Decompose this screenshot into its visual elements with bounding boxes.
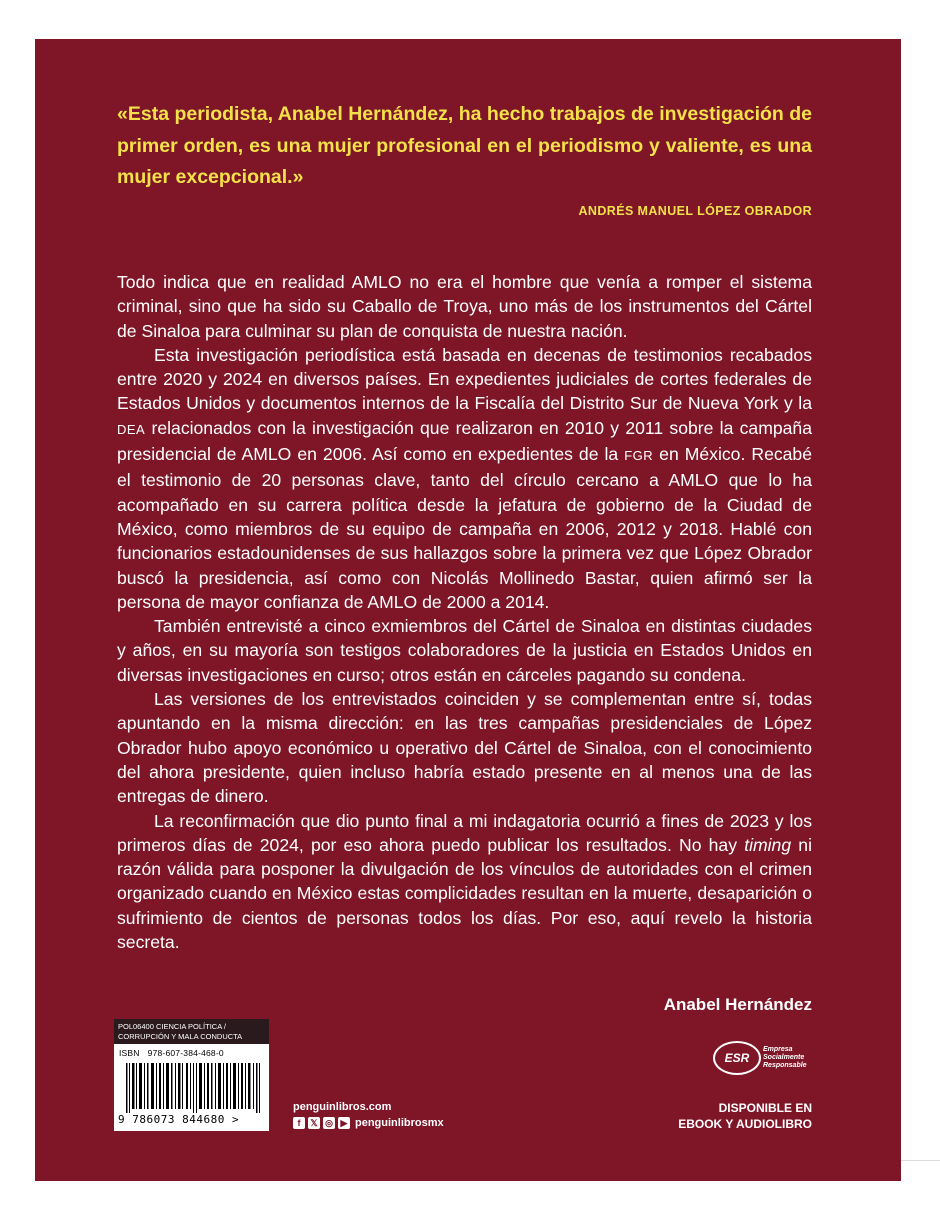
x-icon[interactable]: 𝕏 [308,1117,320,1129]
isbn-value: 978-607-384-468-0 [147,1048,224,1058]
social-handle[interactable]: penguinlibrosmx [355,1117,444,1129]
category-line: POL06400 CIENCIA POLÍTICA / [118,1022,226,1031]
text-run: relacionados con la investigación que realizaron en 2010 y 2011 sobre la campaña presidencial de AMLO en 2006. Así como en expedientes de la [117,417,812,465]
synopsis-paragraph-1: Todo indica que en realidad AMLO no era el hombre que venía a romper el sistema criminal, sino que ha sido su Caballo de Troya, uno más de los instrumentos del Cártel de Sinaloa para culminar su plan de conquista de nuestra nación. [117,272,812,341]
synopsis-paragraph-2 [117,343,812,614]
back-cover [35,39,901,1181]
subject-category [114,1019,269,1044]
esr-line: Socialmente [763,1054,805,1061]
synopsis-paragraph-4: Las versiones de los entrevistados coinciden y se complementan entre sí, todas apuntando en la misma dirección: en las tres campañas presidenciales de López Obrador hubo apoyo económico u operativo del Cártel de Sinaloa, con el conocimiento del ahora presidente, quien incluso habría estado presente en al menos una de las entregas de dinero. [117,689,812,807]
social-links [293,1117,444,1129]
category-line: CORRUPCIÓN Y MALA CONDUCTA [118,1032,243,1041]
author-signature: Anabel Hernández [663,995,812,1014]
text-run: La reconfirmación que dio punto final a mi indagatoria ocurrió a fines de 2023 y los primeros días de 2024, por eso ahora puedo publicar los resultados. No hay [117,810,812,855]
acronym-dea: DEA [117,421,146,437]
barcode-number: 9 786073 844680 > [118,1113,240,1126]
barcode-graphic [126,1063,264,1113]
text-run: Esta investigación periodística está basada en decenas de testimonios recabados entre 2020 y 2024 en diversos países. En expedientes judiciales de cortes federales de Estados Unidos y documentos internos de la Fiscalía del Distrito Sur de Nueva York y la [117,344,812,414]
esr-line: Empresa [763,1046,793,1053]
esr-caption [763,1046,807,1070]
text-run: en México. Recabé el testimonio de 20 personas clave, tanto del círculo cercano a AMLO que lo ha acompañado en su carrera política desde la jefatura de gobierno de la Ciudad de México, como miembros de su equipo de campaña en 2006, 2012 y 2018. Hablé con funcionarios estadounidenses de sus hallazgos sobre la primera vez que López Obrador buscó la presidencia, así como con Nicolás Mollinedo Bastar, quien afirmó ser la persona de mayor confianza de AMLO de 2000 a 2014. [117,444,812,612]
youtube-icon[interactable]: ▶ [338,1117,350,1129]
barcode-panel [114,1019,269,1131]
text-run: ni razón válida para posponer la divulgación de los vínculos de autoridades con el crimen organizado cuando en México estas complicidades resultan en la muerte, desaparición o sufrimiento de cientos de personas todos los días. Por eso, aquí revelo la historia secreta. [117,834,812,953]
synopsis-paragraph-5 [117,809,812,955]
acronym-fgr: FGR [624,448,654,464]
blurb-quote: «Esta periodista, Anabel Hernández, ha hecho trabajos de investigación de primer orden, es una mujer profesional en el periodismo y valiente, es una mujer excepcional.» [117,103,812,188]
synopsis-paragraph-3: También entrevisté a cinco exmiembros del Cártel de Sinaloa en distintas ciudades y años, en su mayoría son testigos colaboradores de la justicia en Estados Unidos en diversas investigaciones en curso; otros están en cárceles pagando su condena. [117,616,812,685]
esr-line: Responsable [763,1062,807,1069]
esr-badge: ESR [713,1041,761,1075]
available-line: DISPONIBLE EN [718,1101,812,1115]
instagram-icon[interactable]: ◎ [323,1117,335,1129]
edge-rule [901,1160,940,1161]
available-line: EBOOK Y AUDIOLIBRO [678,1117,812,1131]
quote-author: ANDRÉS MANUEL LÓPEZ OBRADOR [578,204,812,218]
website-link[interactable]: penguinlibros.com [293,1101,392,1113]
isbn [119,1048,232,1058]
isbn-label: ISBN [119,1048,140,1058]
facebook-icon[interactable]: f [293,1117,305,1129]
formats-available [678,1100,812,1132]
synopsis [117,270,812,954]
italic-word: timing [744,834,792,855]
esr-logo [713,1041,823,1081]
